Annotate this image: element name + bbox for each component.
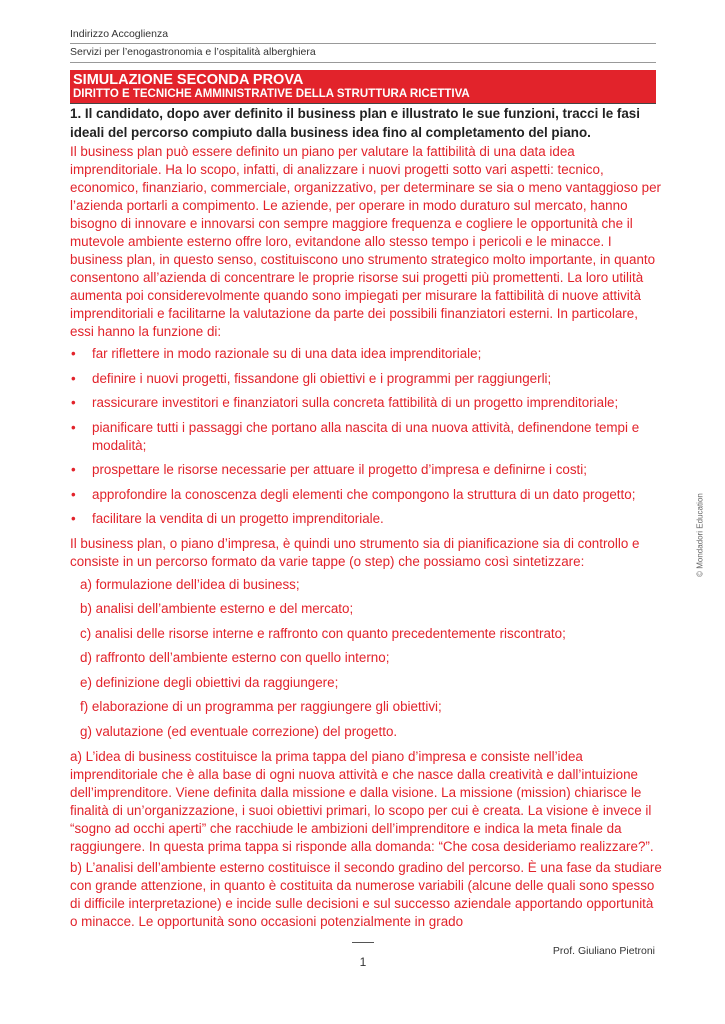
author-name: Prof. Giuliano Pietroni [552,945,655,957]
banner-subtitle: DIRITTO E TECNICHE AMMINISTRATIVE DELLA STRUTTURA RICETTIVA [73,88,470,100]
bullet-icon: • [71,419,76,435]
header-line-1: Indirizzo Accoglienza [70,27,656,44]
list-item-text: facilitare la vendita di un progetto imprenditoriale. [92,511,384,526]
header-line-2: Servizi per l’enogastronomia e l’ospitalità alberghiera [70,45,656,63]
footer-divider [352,942,374,943]
list-item-text: rassicurare investitori e finanziatori sulla concreta fattibilità di un progetto imprenditoriale; [92,395,619,410]
step-item: d) raffronto dell’ambiente esterno con quello interno; [80,650,390,666]
list-item-text: pianificare tutti i passaggi che portano alla nascita di una nuova attività, definendone tempi e modalità; [92,419,640,453]
list-item [70,419,662,455]
intro-paragraph: Il business plan può essere definito un piano per valutare la fattibilità di una data idea imprenditoriale. Ha lo scopo, infatti, di analizzare i nuovi progetti sotto vari aspetti: tecnico, economico, finanziario, commerciale, organizzativo, per determinare se sia o meno vantaggioso per l’azienda portarli a compimento. Le aziende, per operare in modo duraturo sul mercato, hanno bisogno di innovare e innovarsi con sempre maggiore frequenza e cogliere le opportunità che il mutevole ambiente esterno offre loro, evitandone allo stesso tempo i pericoli e le minacce. I business plan, in questo senso, costituiscono uno strumento strategico molto importante, in quanto consentono all’azienda di concentrare le proprie risorse sui progetti più promettenti. La loro utilità aumenta poi considerevolmente quando sono impiegati per misurare la fattibilità di nuove attività imprenditoriali e facilitarne la valutazione da parte dei possibili finanziatori esterni. In particolare, essi hanno la funzione di: [70,144,661,339]
step-item: g) valutazione (ed eventuale correzione) del progetto. [80,724,398,740]
bullet-icon: • [71,346,76,361]
paragraph-a: a) L’idea di business costituisce la prima tappa del piano d’impresa e consiste nell’idea imprenditoriale che è alla base di ogni nuova attività e che nasce dalla creatività e dall’intuizione dell’imprenditore. Viene definita dalla missione e dalla visione. La missione (mission) chiarisce le finalità di un’organizzazione, i suoi obiettivi primari, lo scopo per cui è creata. La visione è invece il “sogno ad occhi aperti” che racchiude le ambizioni dell’imprenditore e indica la meta finale da raggiungere. In questa prima tappa si risponde alla domanda: “Che cosa desideriamo realizzare?”. [70,748,654,854]
page-header [70,27,656,63]
bullet-icon: • [71,370,76,386]
list-item-text: prospettare le risorse necessarie per attuare il progetto d’impresa e definirne i costi; [92,462,587,477]
banner-divider [70,103,656,104]
bullet-icon: • [71,511,76,526]
step-item: e) definizione degli obiettivi da raggiungere; [80,674,339,690]
list-item-text: approfondire la conoscenza degli elementi che compongono la struttura di un dato progetto; [92,486,636,502]
bullet-icon: • [71,486,76,502]
list-item [70,345,662,363]
list-item [70,461,662,479]
list-item-text: far riflettere in modo razionale su di una data idea imprenditoriale; [92,346,482,361]
step-item: c) analisi delle risorse interne e raffronto con quanto precedentemente riscontrato; [80,625,566,641]
steps-intro: Il business plan, o piano d’impresa, è quindi uno strumento sia di pianificazione sia di controllo e consiste in un percorso formato da varie tappe (o step) che possiamo così sintetizzare: [70,535,640,569]
bullet-icon: • [71,395,76,410]
list-item [70,394,662,412]
exam-question: 1. Il candidato, dopo aver definito il business plan e illustrato le sue funzioni, tracci le fasi ideali del percorso compiuto dalla business idea fino al completamento del piano. [70,106,640,140]
list-item-text: definire i nuovi progetti, fissandone gli obiettivi e i programmi per raggiungerli; [92,370,552,386]
list-item [70,510,662,528]
step-item: a) formulazione dell’idea di business; [80,576,300,592]
step-item: b) analisi dell’ambiente esterno e del mercato; [80,601,354,617]
steps-list [70,576,662,742]
title-banner [70,70,656,103]
document-body [70,105,662,931]
step-item: f) elaborazione di un programma per raggiungere gli obiettivi; [80,699,442,715]
copyright-credit: © Mondadori Education [695,493,705,577]
list-item [70,370,662,388]
banner-title: SIMULAZIONE SECONDA PROVA [73,72,304,88]
page-number: 1 [359,955,367,969]
bullet-icon: • [71,462,76,477]
paragraph-b: b) L’analisi dell’ambiente esterno costituisce il secondo gradino del percorso. È una fase da studiare con grande attenzione, in quanto è costituita da numerose variabili (alcune delle quali sono spesso di difficile interpretazione) e incide sulle decisioni e sul successo aziendale apportando opportunità o minacce. Le opportunità sono occasioni potenzialmente in grado [70,859,662,929]
functions-list [70,345,662,528]
list-item [70,486,662,504]
